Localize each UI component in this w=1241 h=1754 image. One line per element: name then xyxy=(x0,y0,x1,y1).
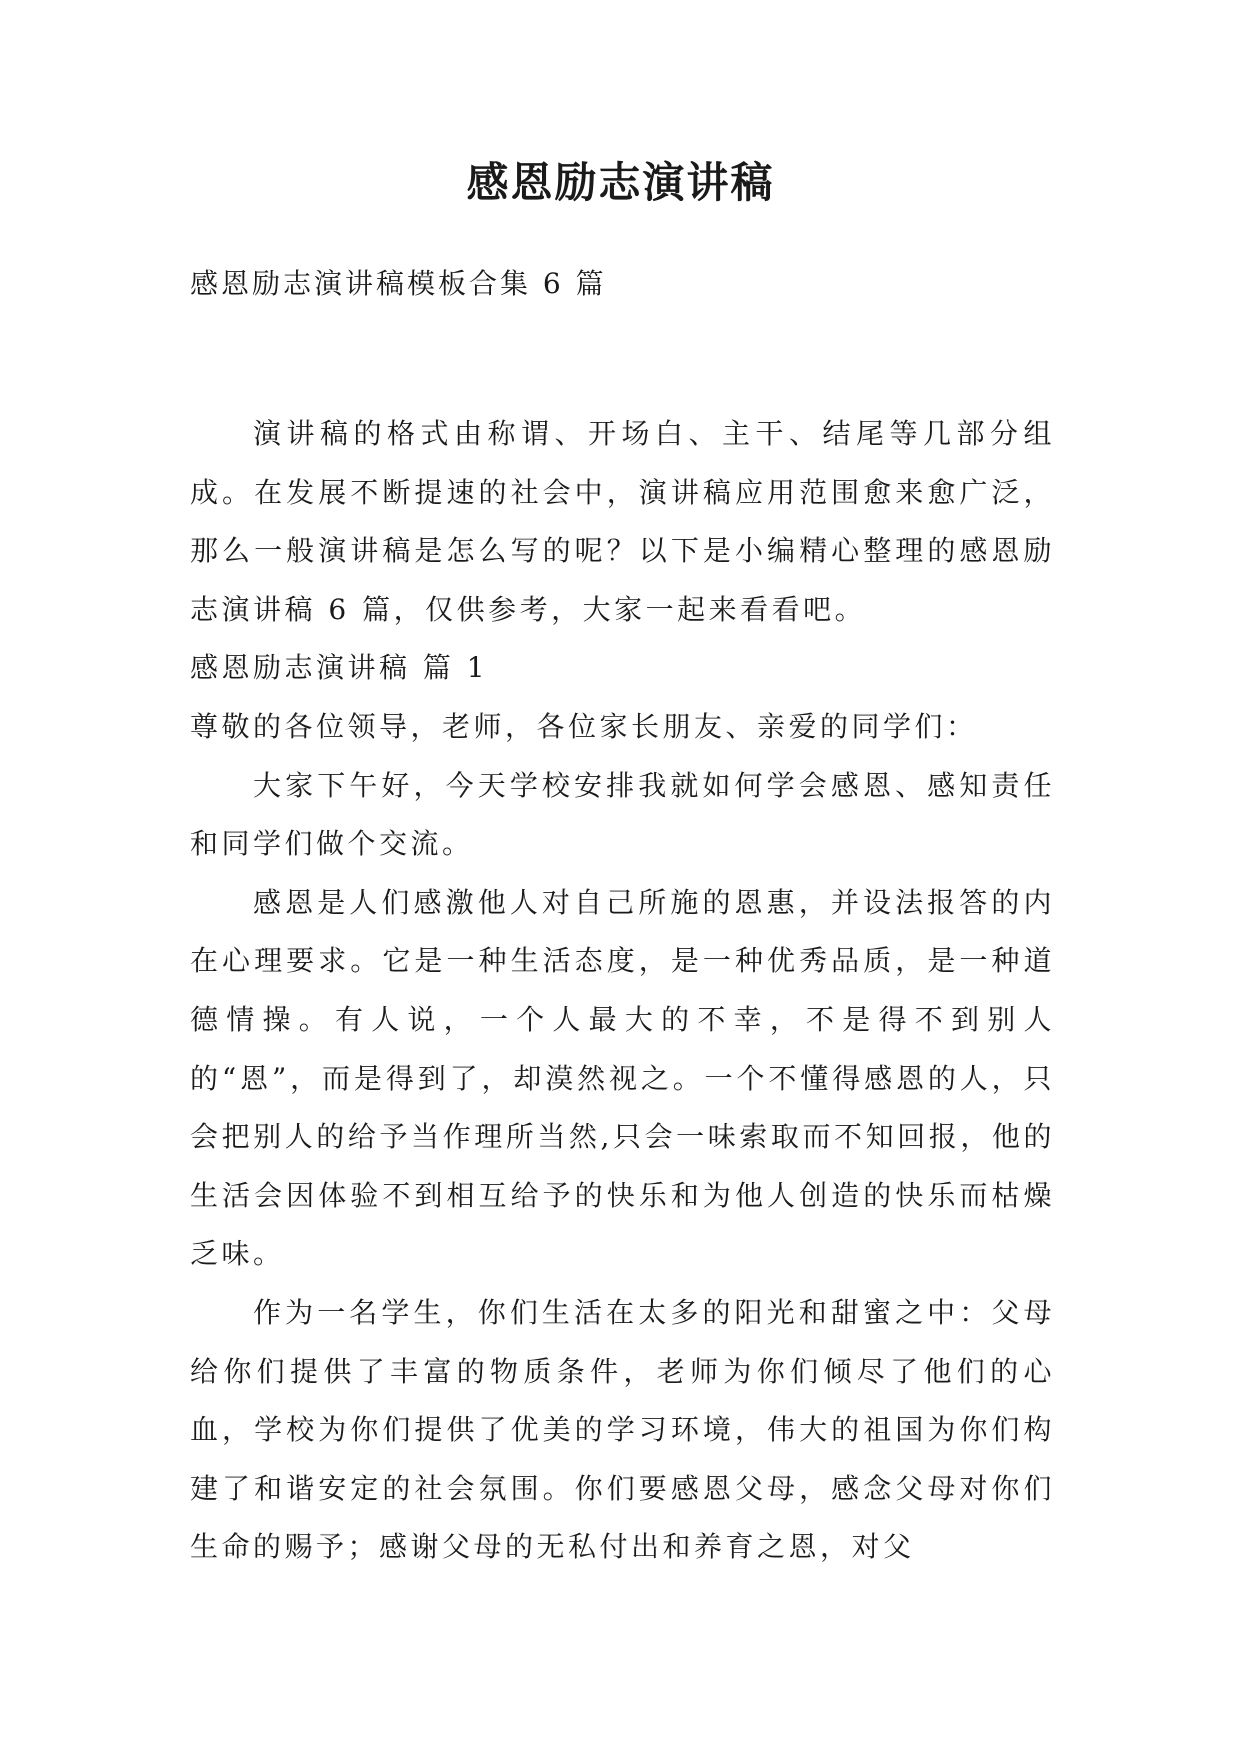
paragraph-intro: 演讲稿的格式由称谓、开场白、主干、结尾等几部分组成。在发展不断提速的社会中，演讲稿应用范围愈来愈广泛，那么一般演讲稿是怎么写的呢？以下是小编精心整理的感恩励志演讲稿 6 篇，仅供参考，大家一起来看看吧。 xyxy=(190,417,1055,626)
paragraph: 作为一名学生，你们生活在太多的阳光和甜蜜之中：父母给你们提供了丰富的物质条件，老师为你们倾尽了他们的心血，学校为你们提供了优美的学习环境，伟大的祖国为你们构建了和谐安定的社会氛围。你们要感恩父母，感念父母对你们生命的赐予；感谢父母的无私付出和养育之恩，对父 xyxy=(190,1295,1055,1564)
paragraph: 感恩是人们感激他人对自己所施的恩惠，并设法报答的内在心理要求。它是一种生活态度，是一种优秀品质，是一种道德情操。有人说，一个人最大的不幸，不是得不到别人的“恩”，而是得到了，却漠然视之。一个不懂得感恩的人，只会把别人的给予当作理所当然,只会一味索取而不知回报，他的生活会因体验不到相互给予的快乐和为他人创造的快乐而枯燥乏味。 xyxy=(190,885,1055,1271)
salutation: 尊敬的各位领导，老师，各位家长朋友、亲爱的同学们： xyxy=(190,709,978,743)
document-subtitle: 感恩励志演讲稿模板合集 6 篇 xyxy=(190,267,607,300)
document-body xyxy=(190,405,1055,1577)
section-heading: 感恩励志演讲稿 篇 1 xyxy=(190,651,489,685)
document-title: 感恩励志演讲稿 xyxy=(466,158,775,207)
paragraph: 大家下午好，今天学校安排我就如何学会感恩、感知责任和同学们做个交流。 xyxy=(190,768,1055,861)
